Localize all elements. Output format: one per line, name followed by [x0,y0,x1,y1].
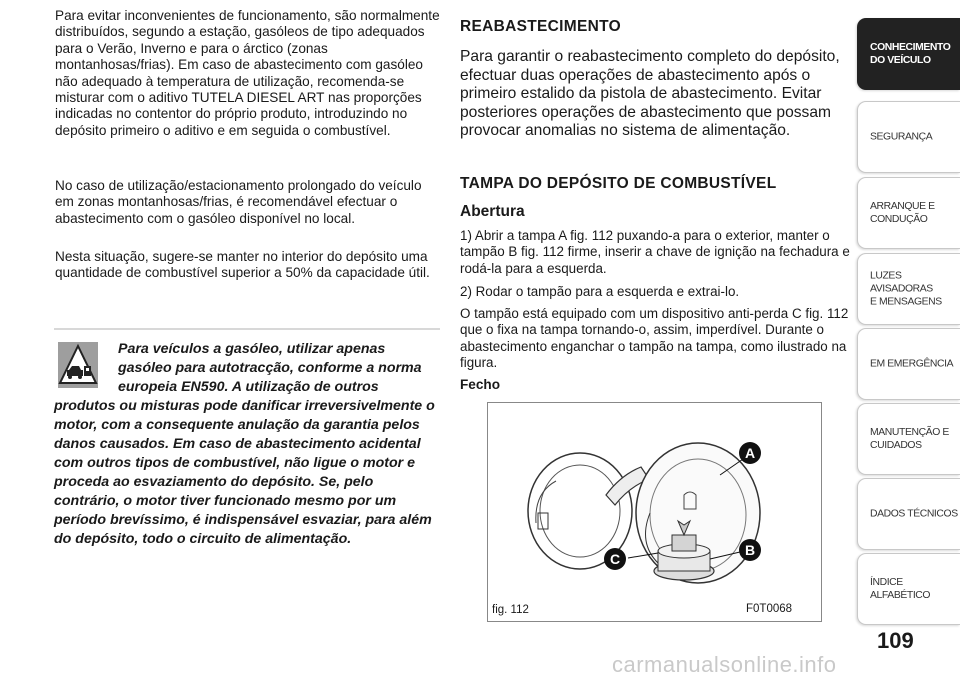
tab-label: EM EMERGÊNCIA [870,358,954,370]
figure-code: F0T0068 [746,603,793,615]
watermark: carmanualsonline.info [612,652,837,677]
paragraph-diesel-seasonal: Para evitar inconvenientes de funcionamento, são normalmente distribuídos, segundo a estação, gasóleos de tipo adequados para o Verão, Inverno e para o árctico (zonas montanhosas/frias). Em caso de abastecimento com gasóleo não adequado à temperatura de utilização, recomenda-se misturar com o aditivo TUTELA DIESEL ART nas proporções indicadas no contentor do próprio produto, introduzindo no depósito primeiro o aditivo e em seguida o combustível. [55,8,440,138]
tab-manutencao[interactable] [857,403,960,475]
page-number: 109 [877,628,914,653]
figure-112 [487,402,822,622]
heading-fuel-cap: TAMPA DO DEPÓSITO DE COMBUSTÍVEL [460,175,777,192]
fuel-cap-illustration [488,403,821,621]
warning-divider [54,328,440,330]
tab-seguranca[interactable] [857,101,960,173]
warning-text: Para veículos a gasóleo, utilizar apenas gasóleo para autotracção, conforme a norma europeia EN590. A utilização de outros produtos ou misturas pode danificar irreversivelmente o motor, com a consequente anulação da garantia pelos danos causados. Em caso de abastecimento acidental com outros tipos de combustível, não ligue o motor e proceda ao esvaziamento do depósito. Se, pelo contrário, o motor tiver funcionado mesmo por um período brevíssimo, é indispensável esvaziar, para além do depósito, todo o circuito de alimentação. [54,341,435,547]
tab-label: LUZES AVISADORAS E MENSAGENS [870,270,942,308]
heading-opening: Abertura [460,203,525,220]
tab-label: MANUTENÇÃO E CUIDADOS [870,427,949,451]
paragraph-anti-loss: O tampão está equipado com um dispositivo anti-perda C fig. 112 que o fixa na tampa tornando-o, assim, imperdível. Durante o abastecimento enganchar o tampão na tampa, como ilustrado na figura. [460,306,849,371]
tab-emergencia[interactable] [857,328,960,400]
tab-conhecimento[interactable] [857,18,960,90]
fuel-warning-icon [54,340,112,392]
chapter-tabs [857,0,960,678]
label-a: A [744,445,756,461]
paragraph-fuel-quantity: Nesta situação, sugere-se manter no interior do depósito uma quantidade de combustível superior a 50% da capacidade útil. [55,249,430,281]
paragraph-step-2: 2) Rodar o tampão para a esquerda e extrai-lo. [460,284,740,299]
heading-refuelling: REABASTECIMENTO [460,18,621,35]
tab-label: SEGURANÇA [870,131,933,143]
figure-caption: fig. 112 [492,604,529,616]
tab-label: ARRANQUE E CONDUÇÃO [870,201,935,225]
warning-box [54,328,440,547]
tab-label: DADOS TÉCNICOS [870,508,958,520]
tab-arranque[interactable] [857,177,960,249]
tab-luzes[interactable] [857,253,960,325]
paragraph-step-1: 1) Abrir a tampa A fig. 112 puxando-a para o exterior, manter o tampão B fig. 112 firme, inserir a chave de ignição na fechadura e rodá-la para a esquerda. [460,228,850,276]
label-c: C [609,551,621,567]
heading-closing: Fecho [460,377,501,392]
tab-label: ÍNDICE ALFABÉTICO [870,577,931,601]
paragraph-cold-zones: No caso de utilização/estacionamento prolongado do veículo em zonas montanhosas/frias, é recomendável efectuar o abastecimento com o gasóleo disponível no local. [55,178,422,226]
label-b: B [744,542,756,558]
paragraph-refuelling: Para garantir o reabastecimento completo do depósito, efectuar duas operações de abastecimento após o primeiro estalido da pistola de abastecimento. Evitar posteriores operações de abastecimento que possam provocar anomalias no sistema de alimentação. [460,48,840,139]
tab-label: CONHECIMENTO DO VEÍCULO [870,42,951,66]
tab-indice[interactable] [857,553,960,625]
tab-dados-tecnicos[interactable] [857,478,960,550]
